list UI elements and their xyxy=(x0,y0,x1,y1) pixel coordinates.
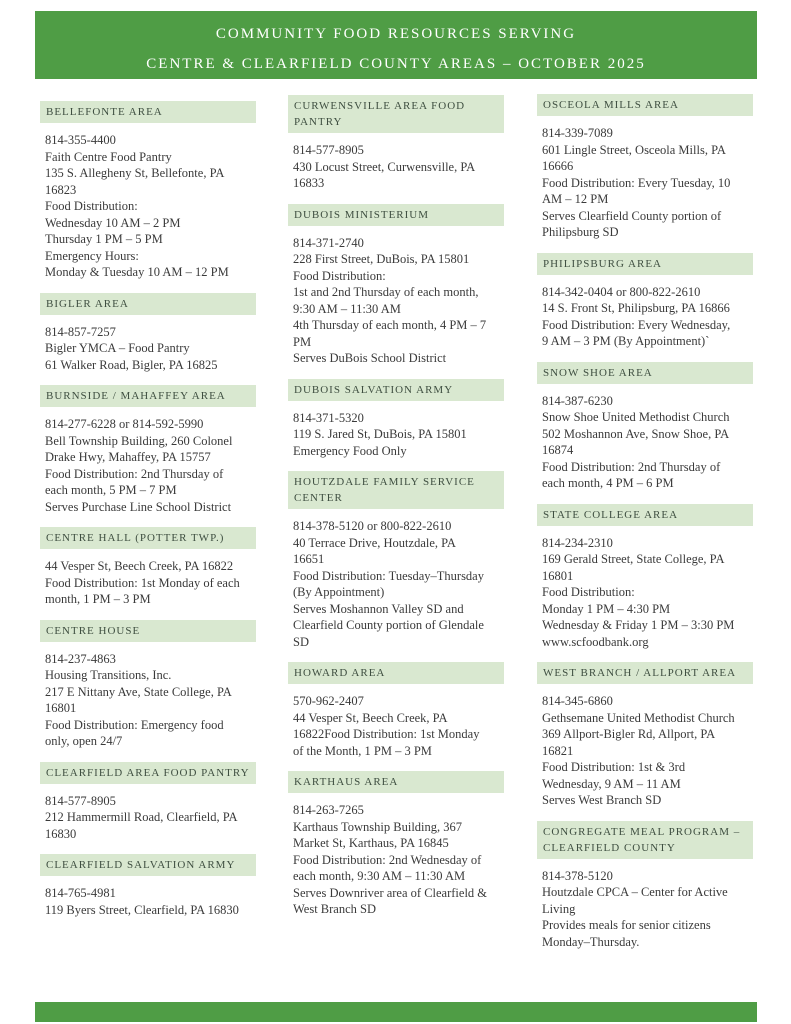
section-text-line: 135 S. Allegheny St, Bellefonte, PA xyxy=(45,166,225,180)
section-text-line: Philipsburg SD xyxy=(542,225,619,239)
section-text-line: 40 Terrace Drive, Houtzdale, PA xyxy=(293,535,456,550)
section-body xyxy=(542,535,753,651)
section-body xyxy=(45,132,256,281)
section-text-line: 430 Locust Street, Curwensville, PA xyxy=(293,159,476,174)
section-text-line: Clearfield County portion of Glendale xyxy=(293,618,484,632)
section-text-line: 16822Food Distribution: 1st Monday xyxy=(293,727,480,741)
section-title: CLEARFIELD AREA FOOD PANTRY xyxy=(40,762,256,784)
section-text-line: Food Distribution: xyxy=(45,199,138,213)
banner-title-line1: COMMUNITY FOOD RESOURCES SERVING xyxy=(215,26,577,42)
section-body xyxy=(542,284,753,350)
resource-section xyxy=(288,662,504,759)
resource-section xyxy=(40,762,256,843)
section-text-line: 814-277-6228 or 814-592-5990 xyxy=(45,417,204,431)
section-title: OSCEOLA MILLS AREA xyxy=(537,94,753,116)
section-title: CLEARFIELD SALVATION ARMY xyxy=(40,854,256,876)
section-text-line: 502 Moshannon Ave, Snow Shoe, PA xyxy=(542,426,730,441)
section-title: HOWARD AREA xyxy=(288,662,504,684)
section-text-line: 228 First Street, DuBois, PA 15801 xyxy=(293,252,470,266)
section-text-line: 16874 xyxy=(542,443,574,457)
section-body xyxy=(45,324,256,374)
section-text-line: 16666 xyxy=(542,159,574,173)
section-text-line: Food Distribution: 2nd Thursday of xyxy=(45,466,224,481)
section-title: SNOW SHOE AREA xyxy=(537,362,753,384)
section-body xyxy=(542,868,753,951)
section-text-line: 16821 xyxy=(542,743,574,758)
section-text-line: 814-387-6230 xyxy=(542,393,613,408)
section-text-line: Food Distribution: 2nd Thursday of xyxy=(542,459,721,474)
section-text-line: Karthaus Township Building, 367 xyxy=(293,819,463,834)
section-text-line: Food Distribution: Every Tuesday, 10 xyxy=(542,175,731,190)
resource-section xyxy=(40,527,256,608)
section-text-line: 9:30 AM – 11:30 AM xyxy=(293,301,401,316)
section-text-line: 570-962-2407 xyxy=(293,694,364,708)
section-text-line: 814-577-8905 xyxy=(45,793,116,808)
section-text-line: AM – 12 PM xyxy=(542,192,609,206)
column-left xyxy=(40,101,256,930)
section-text-line: Faith Centre Food Pantry xyxy=(45,149,172,164)
section-title: DUBOIS MINISTERIUM xyxy=(288,204,504,226)
section-text-line: 814-371-2740 xyxy=(293,235,364,250)
resource-section xyxy=(40,101,256,281)
section-body xyxy=(293,802,504,918)
section-body xyxy=(293,693,504,759)
section-text-line: each month, 5 PM – 7 PM xyxy=(45,483,177,497)
column-middle xyxy=(288,95,504,930)
section-body xyxy=(542,693,753,809)
section-body xyxy=(293,410,504,460)
resource-section xyxy=(537,253,753,350)
section-text-line: Monday 1 PM – 4:30 PM xyxy=(542,601,671,616)
section-text-line: Wednesday & Friday 1 PM – 3:30 PM xyxy=(542,618,735,632)
section-text-line: 601 Lingle Street, Osceola Mills, PA xyxy=(542,142,726,157)
resource-section xyxy=(40,854,256,918)
column-right xyxy=(537,94,753,962)
resource-section xyxy=(288,204,504,367)
section-title: CENTRE HALL (POTTER TWP.) xyxy=(40,527,256,549)
section-text-line: Food Distribution: 1st Monday of each xyxy=(45,575,240,590)
section-body xyxy=(45,885,256,918)
section-text-line: Wednesday 10 AM – 2 PM xyxy=(45,215,181,230)
section-text-line: Serves Downriver area of Clearfield & xyxy=(293,885,488,900)
section-body xyxy=(45,416,256,515)
resource-section xyxy=(40,293,256,374)
section-body xyxy=(542,125,753,241)
section-text-line: Serves Purchase Line School District xyxy=(45,499,232,514)
section-text-line: month, 1 PM – 3 PM xyxy=(45,592,151,606)
section-body xyxy=(45,558,256,608)
header-banner xyxy=(35,11,757,79)
section-text-line: SD xyxy=(293,634,309,649)
section-text-line: Food Distribution: Tuesday–Thursday xyxy=(293,568,484,583)
section-text-line: 814-765-4981 xyxy=(45,886,116,900)
section-text-line: (By Appointment) xyxy=(293,585,385,599)
section-text-line: PM xyxy=(293,334,312,349)
section-text-line: of the Month, 1 PM – 3 PM xyxy=(293,743,432,758)
section-text-line: Serves DuBois School District xyxy=(293,351,447,365)
section-text-line: Serves Moshannon Valley SD and xyxy=(293,601,464,616)
section-title: CENTRE HOUSE xyxy=(40,620,256,642)
section-text-line: 814-378-5120 or 800-822-2610 xyxy=(293,519,452,533)
section-text-line: West Branch SD xyxy=(293,902,377,916)
section-body xyxy=(293,518,504,650)
section-text-line: Monday & Tuesday 10 AM – 12 PM xyxy=(45,265,229,279)
section-title: WEST BRANCH / ALLPORT AREA xyxy=(537,662,753,684)
section-title: CURWENSVILLE AREA FOOD PANTRY xyxy=(288,95,504,133)
section-text-line: 16833 xyxy=(293,176,325,190)
section-text-line: Drake Hwy, Mahaffey, PA 15757 xyxy=(45,450,211,464)
section-text-line: 814-857-7257 xyxy=(45,324,116,339)
section-text-line: www.scfoodbank.org xyxy=(542,634,649,649)
section-text-line: 814-342-0404 or 800-822-2610 xyxy=(542,284,701,299)
resource-section xyxy=(537,821,753,951)
section-title: PHILIPSBURG AREA xyxy=(537,253,753,275)
section-text-line: 814-345-6860 xyxy=(542,694,613,708)
banner-title-line2: CENTRE & CLEARFIELD COUNTY AREAS – OCTOBER 2025 xyxy=(146,56,646,72)
section-text-line: 814-339-7089 xyxy=(542,126,613,140)
section-text-line: 814-378-5120 xyxy=(542,868,613,883)
section-text-line: Living xyxy=(542,901,576,916)
resource-section xyxy=(288,379,504,460)
section-text-line: 814-263-7265 xyxy=(293,803,364,817)
section-text-line: Monday–Thursday. xyxy=(542,934,640,949)
section-body xyxy=(45,651,256,750)
section-text-line: Food Distribution: xyxy=(293,268,386,283)
footer-bar xyxy=(35,1002,757,1022)
section-text-line: each month, 9:30 AM – 11:30 AM xyxy=(293,869,466,883)
section-text-line: 119 Byers Street, Clearfield, PA 16830 xyxy=(45,902,239,917)
section-text-line: Food Distribution: Emergency food xyxy=(45,717,224,732)
resource-section xyxy=(40,385,256,515)
section-text-line: 217 E Nittany Ave, State College, PA xyxy=(45,684,232,699)
resource-section xyxy=(537,94,753,241)
section-text-line: Bigler YMCA – Food Pantry xyxy=(45,341,190,355)
section-text-line: Gethsemane United Methodist Church xyxy=(542,710,735,725)
section-text-line: Bell Township Building, 260 Colonel xyxy=(45,433,233,448)
section-text-line: Food Distribution: 1st & 3rd xyxy=(542,760,686,774)
resource-section xyxy=(537,504,753,651)
section-body xyxy=(45,793,256,843)
section-text-line: 212 Hammermill Road, Clearfield, PA xyxy=(45,810,238,824)
section-text-line: 16830 xyxy=(45,826,77,841)
section-text-line: 44 Vesper St, Beech Creek, PA 16822 xyxy=(45,559,234,573)
section-text-line: 814-355-4400 xyxy=(45,133,116,147)
section-text-line: only, open 24/7 xyxy=(45,734,123,748)
resource-section xyxy=(537,662,753,809)
section-title: DUBOIS SALVATION ARMY xyxy=(288,379,504,401)
section-text-line: 16801 xyxy=(542,568,574,583)
section-text-line: Emergency Hours: xyxy=(45,248,139,263)
section-text-line: Serves Clearfield County portion of xyxy=(542,208,722,223)
section-text-line: 9 AM – 3 PM (By Appointment)` xyxy=(542,334,710,348)
section-text-line: 169 Gerald Street, State College, PA xyxy=(542,552,725,566)
section-text-line: 16651 xyxy=(293,552,325,566)
section-text-line: Food Distribution: Every Wednesday, xyxy=(542,317,731,332)
section-text-line: Thursday 1 PM – 5 PM xyxy=(45,232,163,246)
section-title: KARTHAUS AREA xyxy=(288,771,504,793)
section-text-line: 16801 xyxy=(45,701,77,715)
section-text-line: 61 Walker Road, Bigler, PA 16825 xyxy=(45,357,218,372)
section-text-line: Food Distribution: xyxy=(542,585,635,599)
resource-section xyxy=(288,771,504,918)
section-text-line: 119 S. Jared St, DuBois, PA 15801 xyxy=(293,427,467,441)
resource-section xyxy=(40,620,256,750)
section-text-line: 369 Allport-Bigler Rd, Allport, PA xyxy=(542,727,716,741)
section-text-line: Houtzdale CPCA – Center for Active xyxy=(542,885,728,899)
section-body xyxy=(293,142,504,192)
section-text-line: Emergency Food Only xyxy=(293,443,407,458)
section-text-line: Housing Transitions, Inc. xyxy=(45,668,172,682)
section-title: BELLEFONTE AREA xyxy=(40,101,256,123)
section-title: CONGREGATE MEAL PROGRAM – CLEARFIELD COUNTY xyxy=(537,821,753,859)
section-body xyxy=(293,235,504,367)
section-text-line: Wednesday, 9 AM – 11 AM xyxy=(542,776,681,791)
section-text-line: Snow Shoe United Methodist Church xyxy=(542,410,730,424)
section-text-line: each month, 4 PM – 6 PM xyxy=(542,476,674,490)
section-text-line: 14 S. Front St, Philipsburg, PA 16866 xyxy=(542,301,730,315)
section-title: BURNSIDE / MAHAFFEY AREA xyxy=(40,385,256,407)
section-title: BIGLER AREA xyxy=(40,293,256,315)
resource-section xyxy=(288,471,504,650)
resource-section xyxy=(288,95,504,192)
section-body xyxy=(542,393,753,492)
section-text-line: Food Distribution: 2nd Wednesday of xyxy=(293,852,482,867)
section-text-line: Provides meals for senior citizens xyxy=(542,918,711,932)
section-text-line: 1st and 2nd Thursday of each month, xyxy=(293,285,479,299)
section-text-line: Serves West Branch SD xyxy=(542,793,662,807)
section-text-line: 814-371-5320 xyxy=(293,410,364,425)
section-text-line: 16823 xyxy=(45,182,77,197)
section-text-line: 4th Thursday of each month, 4 PM – 7 xyxy=(293,318,487,332)
section-title: HOUTZDALE FAMILY SERVICE CENTER xyxy=(288,471,504,509)
resource-section xyxy=(537,362,753,492)
section-text-line: 814-237-4863 xyxy=(45,651,116,666)
section-text-line: 814-234-2310 xyxy=(542,535,613,550)
section-text-line: 814-577-8905 xyxy=(293,143,364,157)
section-title: STATE COLLEGE AREA xyxy=(537,504,753,526)
section-text-line: 44 Vesper St, Beech Creek, PA xyxy=(293,710,448,725)
section-text-line: Market St, Karthaus, PA 16845 xyxy=(293,836,449,850)
